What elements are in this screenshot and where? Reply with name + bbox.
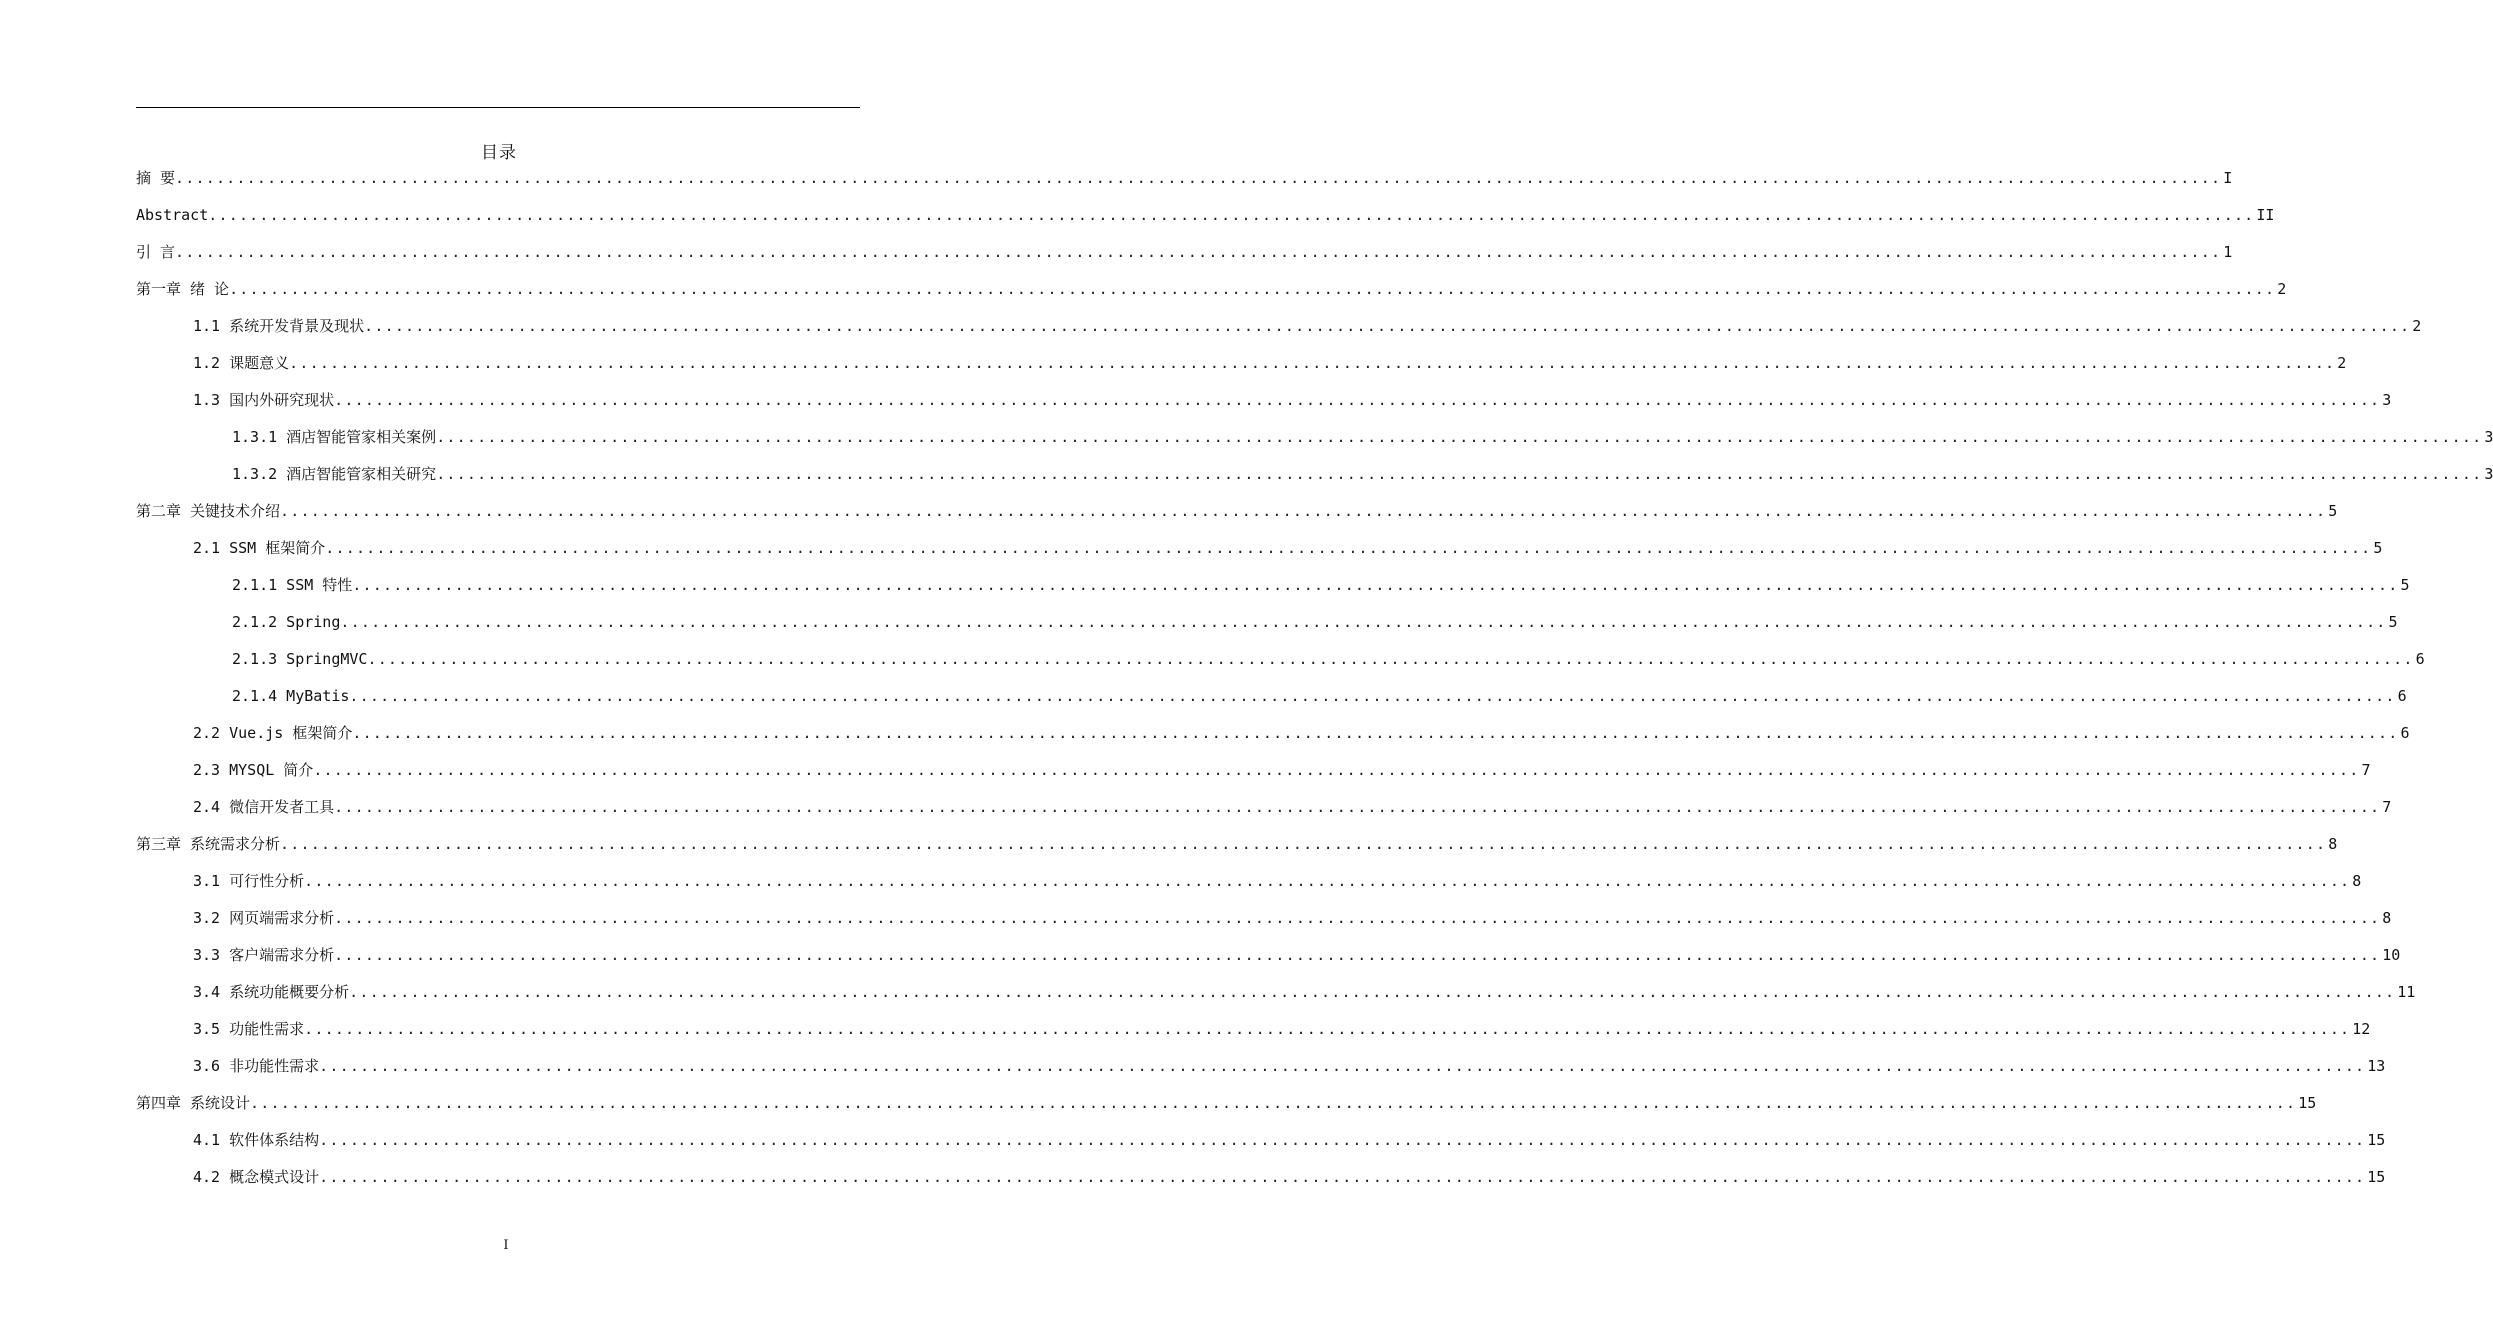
toc-entry-page: 2 bbox=[2277, 280, 2287, 298]
toc-entry-label: 2.1.2 Spring bbox=[232, 613, 341, 631]
toc-entry[interactable] bbox=[136, 423, 2493, 460]
toc-entry[interactable] bbox=[136, 164, 2233, 201]
toc-dot-leader: ........................................................................................................................................................................................................ bbox=[313, 761, 2360, 779]
toc-entry-page: II bbox=[2256, 206, 2275, 224]
toc-dot-leader: ........................................................................................................................................................................................................ bbox=[229, 280, 2276, 298]
toc-entry-label: 2.1.3 SpringMVC bbox=[232, 650, 368, 668]
toc-entry-label: 4.2 概念模式设计 bbox=[193, 1168, 320, 1186]
toc-entry-page: 5 bbox=[2400, 576, 2410, 594]
toc-entry-page: 12 bbox=[2352, 1020, 2371, 1038]
toc-entry-label: 1.3 国内外研究现状 bbox=[193, 391, 335, 409]
toc-entry-label: 第一章 绪 论 bbox=[136, 280, 230, 298]
toc-dot-leader: ........................................................................................................................................................................................................ bbox=[436, 465, 2483, 483]
toc-dot-leader: ........................................................................................................................................................................................................ bbox=[340, 613, 2387, 631]
toc-entry[interactable] bbox=[136, 238, 2233, 275]
toc-dot-leader: ........................................................................................................................................................................................................ bbox=[319, 1057, 2366, 1075]
toc-entry-label: 1.1 系统开发背景及现状 bbox=[193, 317, 365, 335]
toc-entry-label: 1.3.2 酒店智能管家相关研究 bbox=[232, 465, 437, 483]
toc-entry-label: 4.1 软件体系结构 bbox=[193, 1131, 320, 1149]
table-of-contents bbox=[136, 164, 2493, 1200]
toc-dot-leader: ........................................................................................................................................................................................................ bbox=[349, 983, 2396, 1001]
toc-entry-label: 2.3 MYSQL 简介 bbox=[193, 761, 314, 779]
toc-entry-label: Abstract bbox=[136, 206, 209, 224]
toc-entry-page: 7 bbox=[2382, 798, 2392, 816]
toc-entry-page: 6 bbox=[2397, 687, 2407, 705]
toc-entry-label: 3.5 功能性需求 bbox=[193, 1020, 305, 1038]
toc-entry-label: 摘 要 bbox=[136, 169, 176, 187]
toc-entry-label: 第三章 系统需求分析 bbox=[136, 835, 281, 853]
toc-entry-page: 2 bbox=[2337, 354, 2347, 372]
toc-dot-leader: ........................................................................................................................................................................................................ bbox=[367, 650, 2414, 668]
toc-entry-page: 10 bbox=[2382, 946, 2401, 964]
toc-entry-label: 3.1 可行性分析 bbox=[193, 872, 305, 890]
header-rule bbox=[136, 107, 860, 108]
toc-entry[interactable] bbox=[136, 497, 2338, 534]
toc-dot-leader: ........................................................................................................................................................................................................ bbox=[334, 909, 2381, 927]
toc-title: 目录 bbox=[481, 143, 517, 163]
toc-entry-label: 1.2 课题意义 bbox=[193, 354, 290, 372]
toc-entry-page: 15 bbox=[2298, 1094, 2317, 1112]
toc-entry[interactable] bbox=[136, 756, 2371, 793]
toc-dot-leader: ........................................................................................................................................................................................................ bbox=[319, 1131, 2366, 1149]
toc-entry-page: 5 bbox=[2328, 502, 2338, 520]
toc-dot-leader: ........................................................................................................................................................................................................ bbox=[304, 872, 2351, 890]
toc-entry-label: 第四章 系统设计 bbox=[136, 1094, 251, 1112]
toc-entry[interactable] bbox=[136, 830, 2338, 867]
toc-entry[interactable] bbox=[136, 460, 2493, 497]
toc-entry[interactable] bbox=[136, 201, 2275, 238]
toc-entry-page: 3 bbox=[2484, 428, 2493, 446]
toc-entry-label: 2.1.1 SSM 特性 bbox=[232, 576, 353, 594]
toc-dot-leader: ........................................................................................................................................................................................................ bbox=[334, 798, 2381, 816]
toc-entry[interactable] bbox=[136, 386, 2392, 423]
toc-dot-leader: ........................................................................................................................................................................................................ bbox=[280, 502, 2327, 520]
toc-entry-label: 3.3 客户端需求分析 bbox=[193, 946, 335, 964]
toc-entry[interactable] bbox=[136, 608, 2398, 645]
toc-entry[interactable] bbox=[136, 645, 2425, 682]
page-number: I bbox=[503, 1238, 509, 1253]
toc-entry-page: 6 bbox=[2415, 650, 2425, 668]
toc-dot-leader: ........................................................................................................................................................................................................ bbox=[349, 687, 2396, 705]
toc-entry-label: 2.4 微信开发者工具 bbox=[193, 798, 335, 816]
toc-entry-page: 5 bbox=[2373, 539, 2383, 557]
toc-entry-page: 3 bbox=[2484, 465, 2493, 483]
toc-entry-label: 2.1 SSM 框架简介 bbox=[193, 539, 326, 557]
toc-entry-page: 8 bbox=[2328, 835, 2338, 853]
toc-dot-leader: ........................................................................................................................................................................................................ bbox=[352, 724, 2399, 742]
toc-entry-label: 2.2 Vue.js 框架简介 bbox=[193, 724, 353, 742]
toc-entry-page: 8 bbox=[2382, 909, 2392, 927]
toc-entry-page: I bbox=[2223, 169, 2233, 187]
toc-dot-leader: ........................................................................................................................................................................................................ bbox=[334, 391, 2381, 409]
toc-entry-page: 3 bbox=[2382, 391, 2392, 409]
toc-dot-leader: ........................................................................................................................................................................................................ bbox=[208, 206, 2255, 224]
toc-dot-leader: ........................................................................................................................................................................................................ bbox=[175, 243, 2222, 261]
toc-entry[interactable] bbox=[136, 682, 2407, 719]
toc-dot-leader: ........................................................................................................................................................................................................ bbox=[250, 1094, 2297, 1112]
toc-entry[interactable] bbox=[136, 1163, 2386, 1200]
toc-entry[interactable] bbox=[136, 571, 2410, 608]
toc-entry[interactable] bbox=[136, 719, 2410, 756]
toc-dot-leader: ........................................................................................................................................................................................................ bbox=[289, 354, 2336, 372]
toc-entry[interactable] bbox=[136, 1052, 2386, 1089]
toc-entry-label: 1.3.1 酒店智能管家相关案例 bbox=[232, 428, 437, 446]
toc-entry-label: 引 言 bbox=[136, 243, 176, 261]
toc-entry-label: 3.6 非功能性需求 bbox=[193, 1057, 320, 1075]
toc-entry[interactable] bbox=[136, 1015, 2371, 1052]
toc-dot-leader: ........................................................................................................................................................................................................ bbox=[280, 835, 2327, 853]
toc-entry-page: 2 bbox=[2412, 317, 2422, 335]
toc-dot-leader: ........................................................................................................................................................................................................ bbox=[436, 428, 2483, 446]
toc-entry-label: 3.4 系统功能概要分析 bbox=[193, 983, 350, 1001]
toc-dot-leader: ........................................................................................................................................................................................................ bbox=[334, 946, 2381, 964]
toc-dot-leader: ........................................................................................................................................................................................................ bbox=[364, 317, 2411, 335]
toc-entry[interactable] bbox=[136, 312, 2422, 349]
toc-entry[interactable] bbox=[136, 904, 2392, 941]
toc-entry-label: 3.2 网页端需求分析 bbox=[193, 909, 335, 927]
toc-entry-page: 13 bbox=[2367, 1057, 2386, 1075]
toc-entry[interactable] bbox=[136, 867, 2362, 904]
toc-entry-page: 5 bbox=[2388, 613, 2398, 631]
toc-dot-leader: ........................................................................................................................................................................................................ bbox=[325, 539, 2372, 557]
toc-dot-leader: ........................................................................................................................................................................................................ bbox=[175, 169, 2222, 187]
toc-entry-label: 第二章 关键技术介绍 bbox=[136, 502, 281, 520]
toc-entry[interactable] bbox=[136, 1126, 2386, 1163]
toc-entry-page: 7 bbox=[2361, 761, 2371, 779]
toc-entry[interactable] bbox=[136, 793, 2392, 830]
toc-entry-page: 8 bbox=[2352, 872, 2362, 890]
toc-entry[interactable] bbox=[136, 978, 2416, 1015]
toc-entry-page: 15 bbox=[2367, 1131, 2386, 1149]
toc-entry-page: 6 bbox=[2400, 724, 2410, 742]
toc-dot-leader: ........................................................................................................................................................................................................ bbox=[304, 1020, 2351, 1038]
toc-entry[interactable] bbox=[136, 1089, 2317, 1126]
toc-entry[interactable] bbox=[136, 275, 2287, 312]
toc-dot-leader: ........................................................................................................................................................................................................ bbox=[319, 1168, 2366, 1186]
toc-entry-page: 15 bbox=[2367, 1168, 2386, 1186]
toc-entry[interactable] bbox=[136, 534, 2383, 571]
toc-entry[interactable] bbox=[136, 349, 2347, 386]
toc-entry-page: 11 bbox=[2397, 983, 2416, 1001]
toc-entry[interactable] bbox=[136, 941, 2401, 978]
toc-entry-page: 1 bbox=[2223, 243, 2233, 261]
toc-entry-label: 2.1.4 MyBatis bbox=[232, 687, 350, 705]
toc-dot-leader: ........................................................................................................................................................................................................ bbox=[352, 576, 2399, 594]
